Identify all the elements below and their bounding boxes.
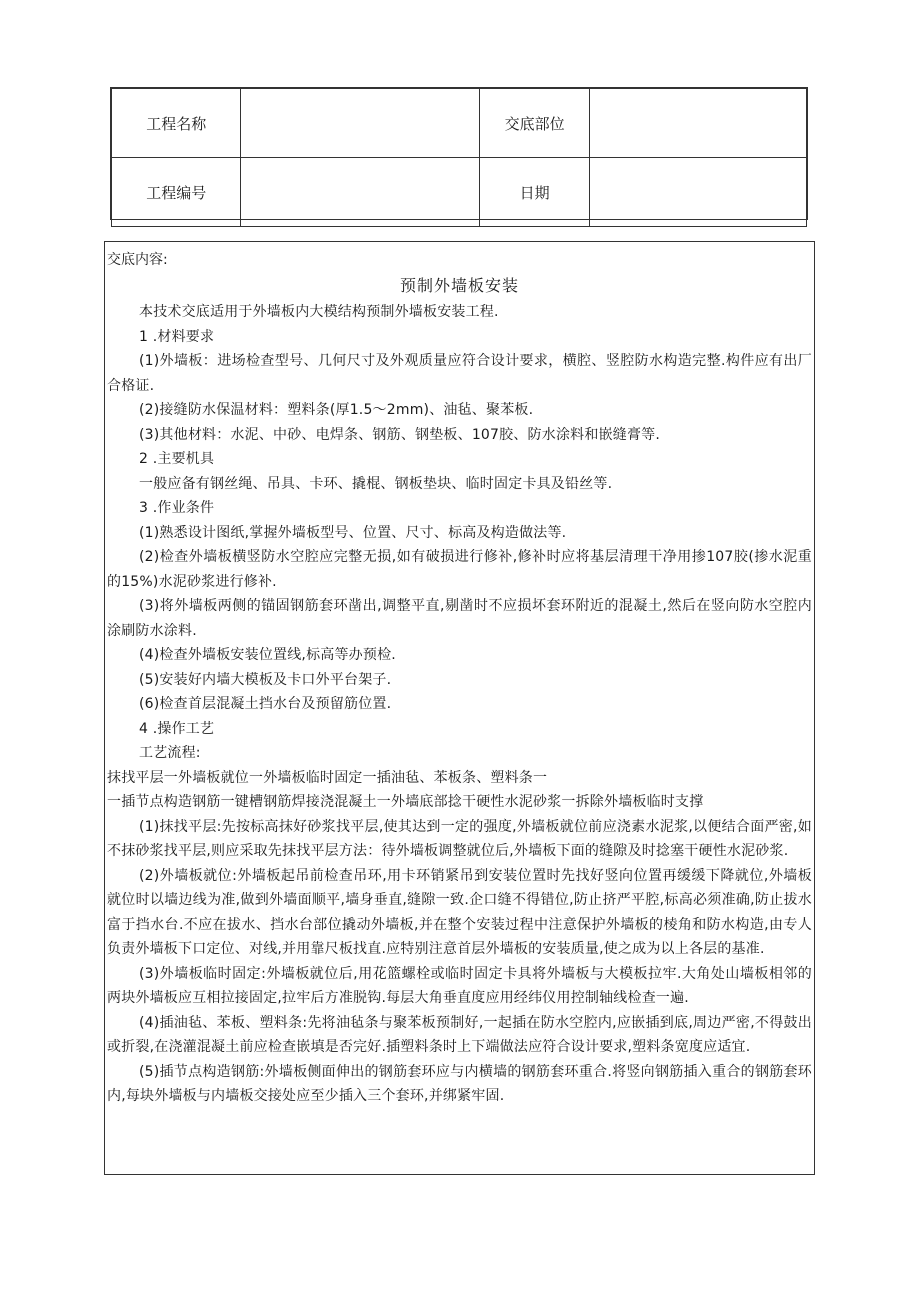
date-label: 日期 [480,158,590,227]
handover-part-value [589,89,806,158]
content-paragraph: (4)插油毡、苯板、塑料条:先将油毡条与聚苯板预制好,一起插在防水空腔内,应嵌插到底,周边严密,不得鼓出或折裂,在浇灌混凝土前应检查嵌填是否完好.插塑料条时上下端做法应符合设计要求,塑料条宽度应适宜. [107,1014,812,1055]
project-name-label: 工程名称 [112,89,241,158]
handover-part-label: 交底部位 [480,89,590,158]
content-label: 交底内容: [107,252,168,268]
content-paragraph: 本技术交底适用于外墙板内大模结构预制外墙板安装工程. [139,304,499,320]
content-paragraph: (2)接缝防水保温材料：塑料条(厚1.5～2mm)、油毡、聚苯板. [139,402,534,418]
content-paragraph: 抹找平层一外墙板就位一外墙板临时固定一插油毡、苯板条、塑料条一 [107,769,548,786]
content-paragraph: 4 .操作工艺 [139,720,215,737]
content-paragraph: (1)熟悉设计图纸,掌握外墙板型号、位置、尺寸、标高及构造做法等. [139,524,567,541]
content-paragraph: (3)外墙板临时固定:外墙板就位后,用花篮螺栓或临时固定卡具将外墙板与大模板拉牢.大角处山墙板相邻的两块外墙板应互相拉接固定,拉牢后方准脱钩.每层大角垂直度应用经纬仪用控制轴线检查一遍. [107,965,812,1006]
project-number-value [241,158,480,227]
content-paragraph: 2 .主要机具 [139,451,215,467]
content-paragraph: (4)检查外墙板安装位置线,标高等办预检. [139,647,396,663]
document-title: 预制外墙板安装 [399,276,519,295]
content-paragraph: (1)抹找平层:先按标高抹好砂浆找平层,使其达到一定的强度,外墙板就位前应浇素水泥浆,以便结合面严密,如不抹砂浆找平层,则应采取先抹找平层方法：待外墙板调整就位后,外墙板下面的缝隙及时捻塞干硬性水泥砂浆. [107,818,812,859]
content-paragraph: (2)检查外墙板横竖防水空腔应完整无损,如有破损进行修补,修补时应将基层清理干净用掺107胶(掺水泥重的15%)水泥砂浆进行修补. [107,549,812,590]
content-paragraph: (5)插节点构造钢筋:外墙板侧面伸出的钢筋套环应与内横墙的钢筋套环重合.将竖向钢筋插入重合的钢筋套环内,每块外墙板与内墙板交接处应至少插入三个套环,并绑紧牢固. [107,1063,812,1104]
handover-content-box [104,241,815,1175]
content-paragraph: (1)外墙板：进场检查型号、几何尺寸及外观质量应符合设计要求，横腔、竖腔防水构造完整.构件应有出厂合格证. [107,353,812,394]
content-paragraph: (5)安装好内墙大模板及卡口外平台架子. [139,671,392,688]
header-row-1 [112,89,807,158]
content-paragraph: 3 .作业条件 [139,500,215,516]
content-paragraph: (2)外墙板就位:外墙板起吊前检查吊环,用卡环销紧吊到安装位置时先找好竖向位置再缓缓下降就位,外墙板就位时以墙边线为准,做到外墙面顺平,墙身垂直,缝隙一致.企口缝不得错位,防止挤严平腔,标高必须准确,防止拔水富于挡水台.不应在拔水、挡水台部位撬动外墙板,并在整个安装过程中注意保护外墙板的棱角和防水构造,由专人负责外墙板下口定位、对线,并用靠尺板找直.应特别注意首层外墙板的安装质量,使之成为以上各层的基准. [107,867,812,957]
content-paragraph: 一插节点构造钢筋一键槽钢筋焊接浇混凝土一外墙底部捻干硬性水泥砂浆一拆除外墙板临时支撑 [107,794,704,810]
content-paragraph: 工艺流程: [139,745,201,761]
content-paragraphs [107,300,812,1109]
project-number-label: 工程编号 [112,158,241,227]
project-name-value [241,89,480,158]
content-paragraph: (3)其他材料：水泥、中砂、电焊条、钢筋、钢垫板、107胶、防水涂料和嵌缝膏等. [139,426,661,443]
content-paragraph: 1 .材料要求 [139,328,215,345]
content-paragraph: (6)检查首层混凝土挡水台及预留筋位置. [139,696,392,712]
content-paragraph: (3)将外墙板两侧的锚固钢筋套环凿出,调整平直,剔凿时不应损坏套环附近的混凝土,然后在竖向防水空腔内涂刷防水涂料. [107,598,812,639]
date-value [589,158,806,227]
content-paragraph: 一般应备有钢丝绳、吊具、卡环、撬棍、钢板垫块、临时固定卡具及铅丝等. [139,475,613,492]
header-table [110,87,808,220]
header-row-2 [112,158,807,227]
